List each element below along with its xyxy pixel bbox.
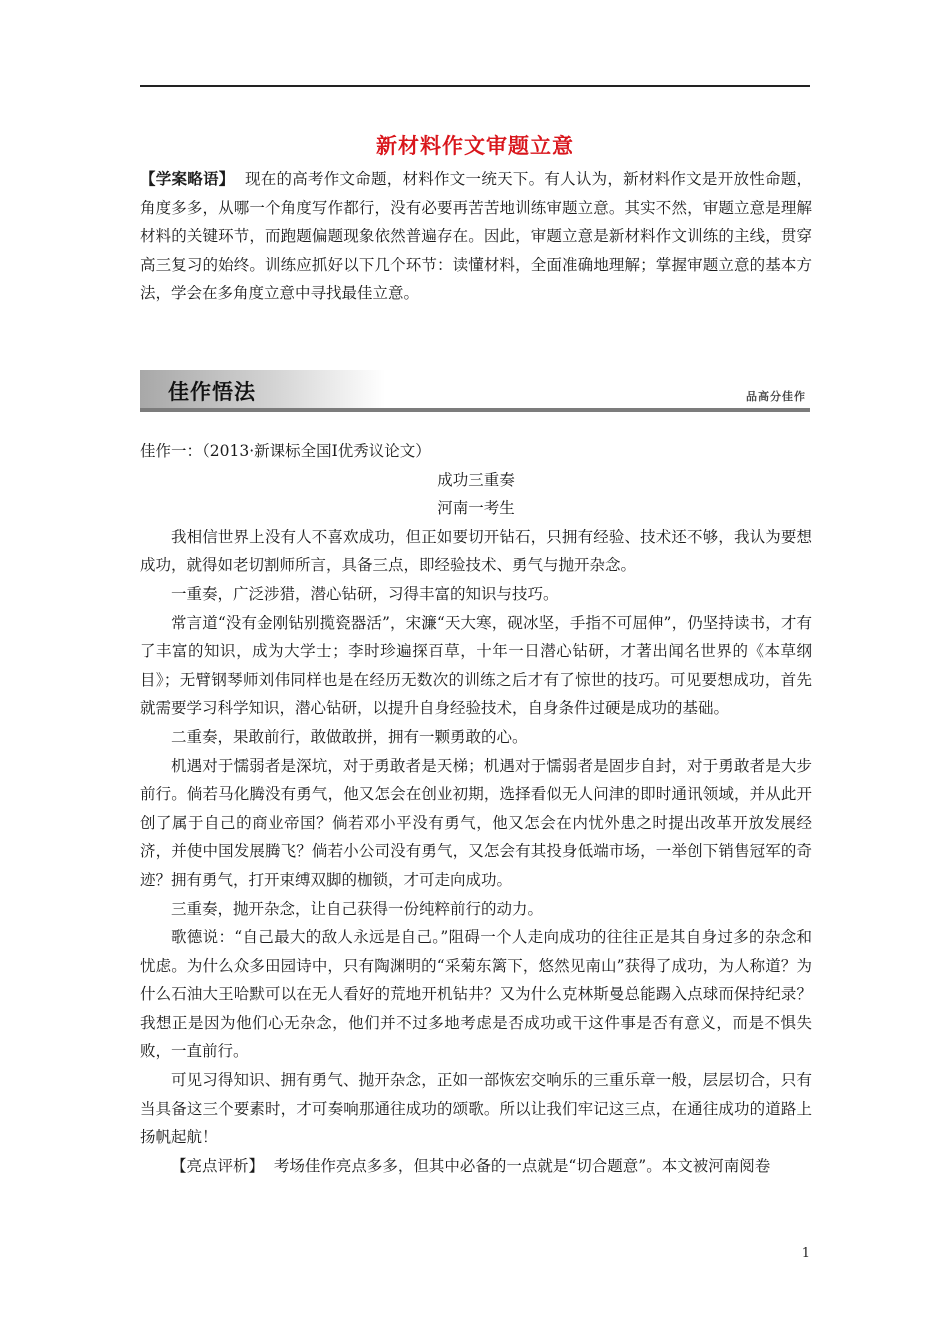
essay-author: 河南一考生 <box>437 499 515 518</box>
intro-lead-label: 【学案略语】 <box>140 170 235 188</box>
section-heading: 佳作悟法 <box>168 380 256 404</box>
essay-paragraph: 常言道“没有金刚钻别揽瓷器活”，宋濂“天大寒，砚冰坚，手指不可屈伸”，仍坚持读书，才有了丰富的知识，成为大学士；李时珍遍探百草，十年一日潜心钻研，才著出闻名世界的《本草纲目》；无臂钢琴师刘伟同样也是在经历无数次的训练之后才有了惊世的技巧。可见要想成功，首先就需要学习科学知识，潜心钻研，以提升自身经验技术，自身条件过硬是成功的基础。 <box>140 613 812 718</box>
essay-paragraph: 歌德说：“自己最大的敌人永远是自己。”阻碍一个人走向成功的往往正是其自身过多的杂念和忧虑。为什么众多田园诗中，只有陶渊明的“采菊东篱下，悠然见南山”获得了成功，为人称道？为什么石油大王哈默可以在无人看好的荒地开机钻井？又为什么克林斯曼总能踢入点球而保持纪录？我想正是因为他们心无杂念，他们并不过多地考虑是否成功或干这件事是否有意义，而是不惧失败，一直前行。 <box>140 928 812 1061</box>
intro-text: 现在的高考作文命题，材料作文一统天下。有人认为，新材料作文是开放性命题，角度多多，从哪一个角度写作都行，没有必要再苦苦地训练审题立意。其实不然，审题立意是理解材料的关键环节，而跑题偏题现象依然普遍存在。因此，审题立意是新材料作文训练的主线，贯穿高三复习的始终。训练应抓好以下几个环节：读懂材料，全面准确地理解；掌握审题立意的基本方法，学会在多角度立意中寻找最佳立意。 <box>140 170 812 303</box>
section-rule <box>140 408 810 412</box>
essay-paragraph: 一重奏，广泛涉猎，潜心钻研，习得丰富的知识与技巧。 <box>171 584 559 603</box>
essay-title: 成功三重奏 <box>437 470 515 489</box>
comment-text: 考场佳作亮点多多，但其中必备的一点就是“切合题意”。本文被河南阅卷 <box>273 1156 771 1175</box>
comment-lead-label: 【亮点评析】 <box>171 1156 265 1175</box>
page-number: 1 <box>801 1246 810 1261</box>
comment-paragraph <box>140 1152 812 1181</box>
section-subheading: 品高分佳作 <box>746 390 806 403</box>
essay-source: 佳作一：（2013·新课标全国Ⅰ优秀议论文） <box>140 442 431 460</box>
essay-paragraph: 三重奏，抛开杂念，让自己获得一份纯粹前行的动力。 <box>171 899 544 918</box>
essay-paragraph: 二重奏，果敢前行，敢做敢拼，拥有一颗勇敢的心。 <box>171 727 528 746</box>
page-title: 新材料作文审题立意 <box>376 134 574 158</box>
intro-paragraph <box>140 165 812 308</box>
essay-paragraph: 可见习得知识、拥有勇气、抛开杂念，正如一部恢宏交响乐的三重乐章一般，层层切合，只有当具备这三个要素时，才可奏响那通往成功的颂歌。所以让我们牢记这三点，在通往成功的道路上扬帆起航！ <box>140 1071 812 1147</box>
essay-paragraph: 我相信世界上没有人不喜欢成功，但正如要切开钻石，只拥有经验、技术还不够，我认为要想成功，就得如老切割师所言，具备三点，即经验技术、勇气与抛开杂念。 <box>140 527 812 575</box>
essay-paragraph: 机遇对于懦弱者是深坑，对于勇敢者是天梯；机遇对于懦弱者是固步自封，对于勇敢者是大步前行。倘若马化腾没有勇气，他又怎会在创业初期，选择看似无人问津的即时通讯领域，并从此开创了属于自己的商业帝国？倘若邓小平没有勇气，他又怎会在内忧外患之时提出改革开放发展经济，并使中国发展腾飞？倘若小公司没有勇气，又怎会有其投身低端市场，一举创下销售冠军的奇迹？拥有勇气，打开束缚双脚的枷锁，才可走向成功。 <box>140 756 812 889</box>
section-header <box>140 370 810 410</box>
header-rule <box>140 85 810 87</box>
essay-body <box>140 437 812 1180</box>
